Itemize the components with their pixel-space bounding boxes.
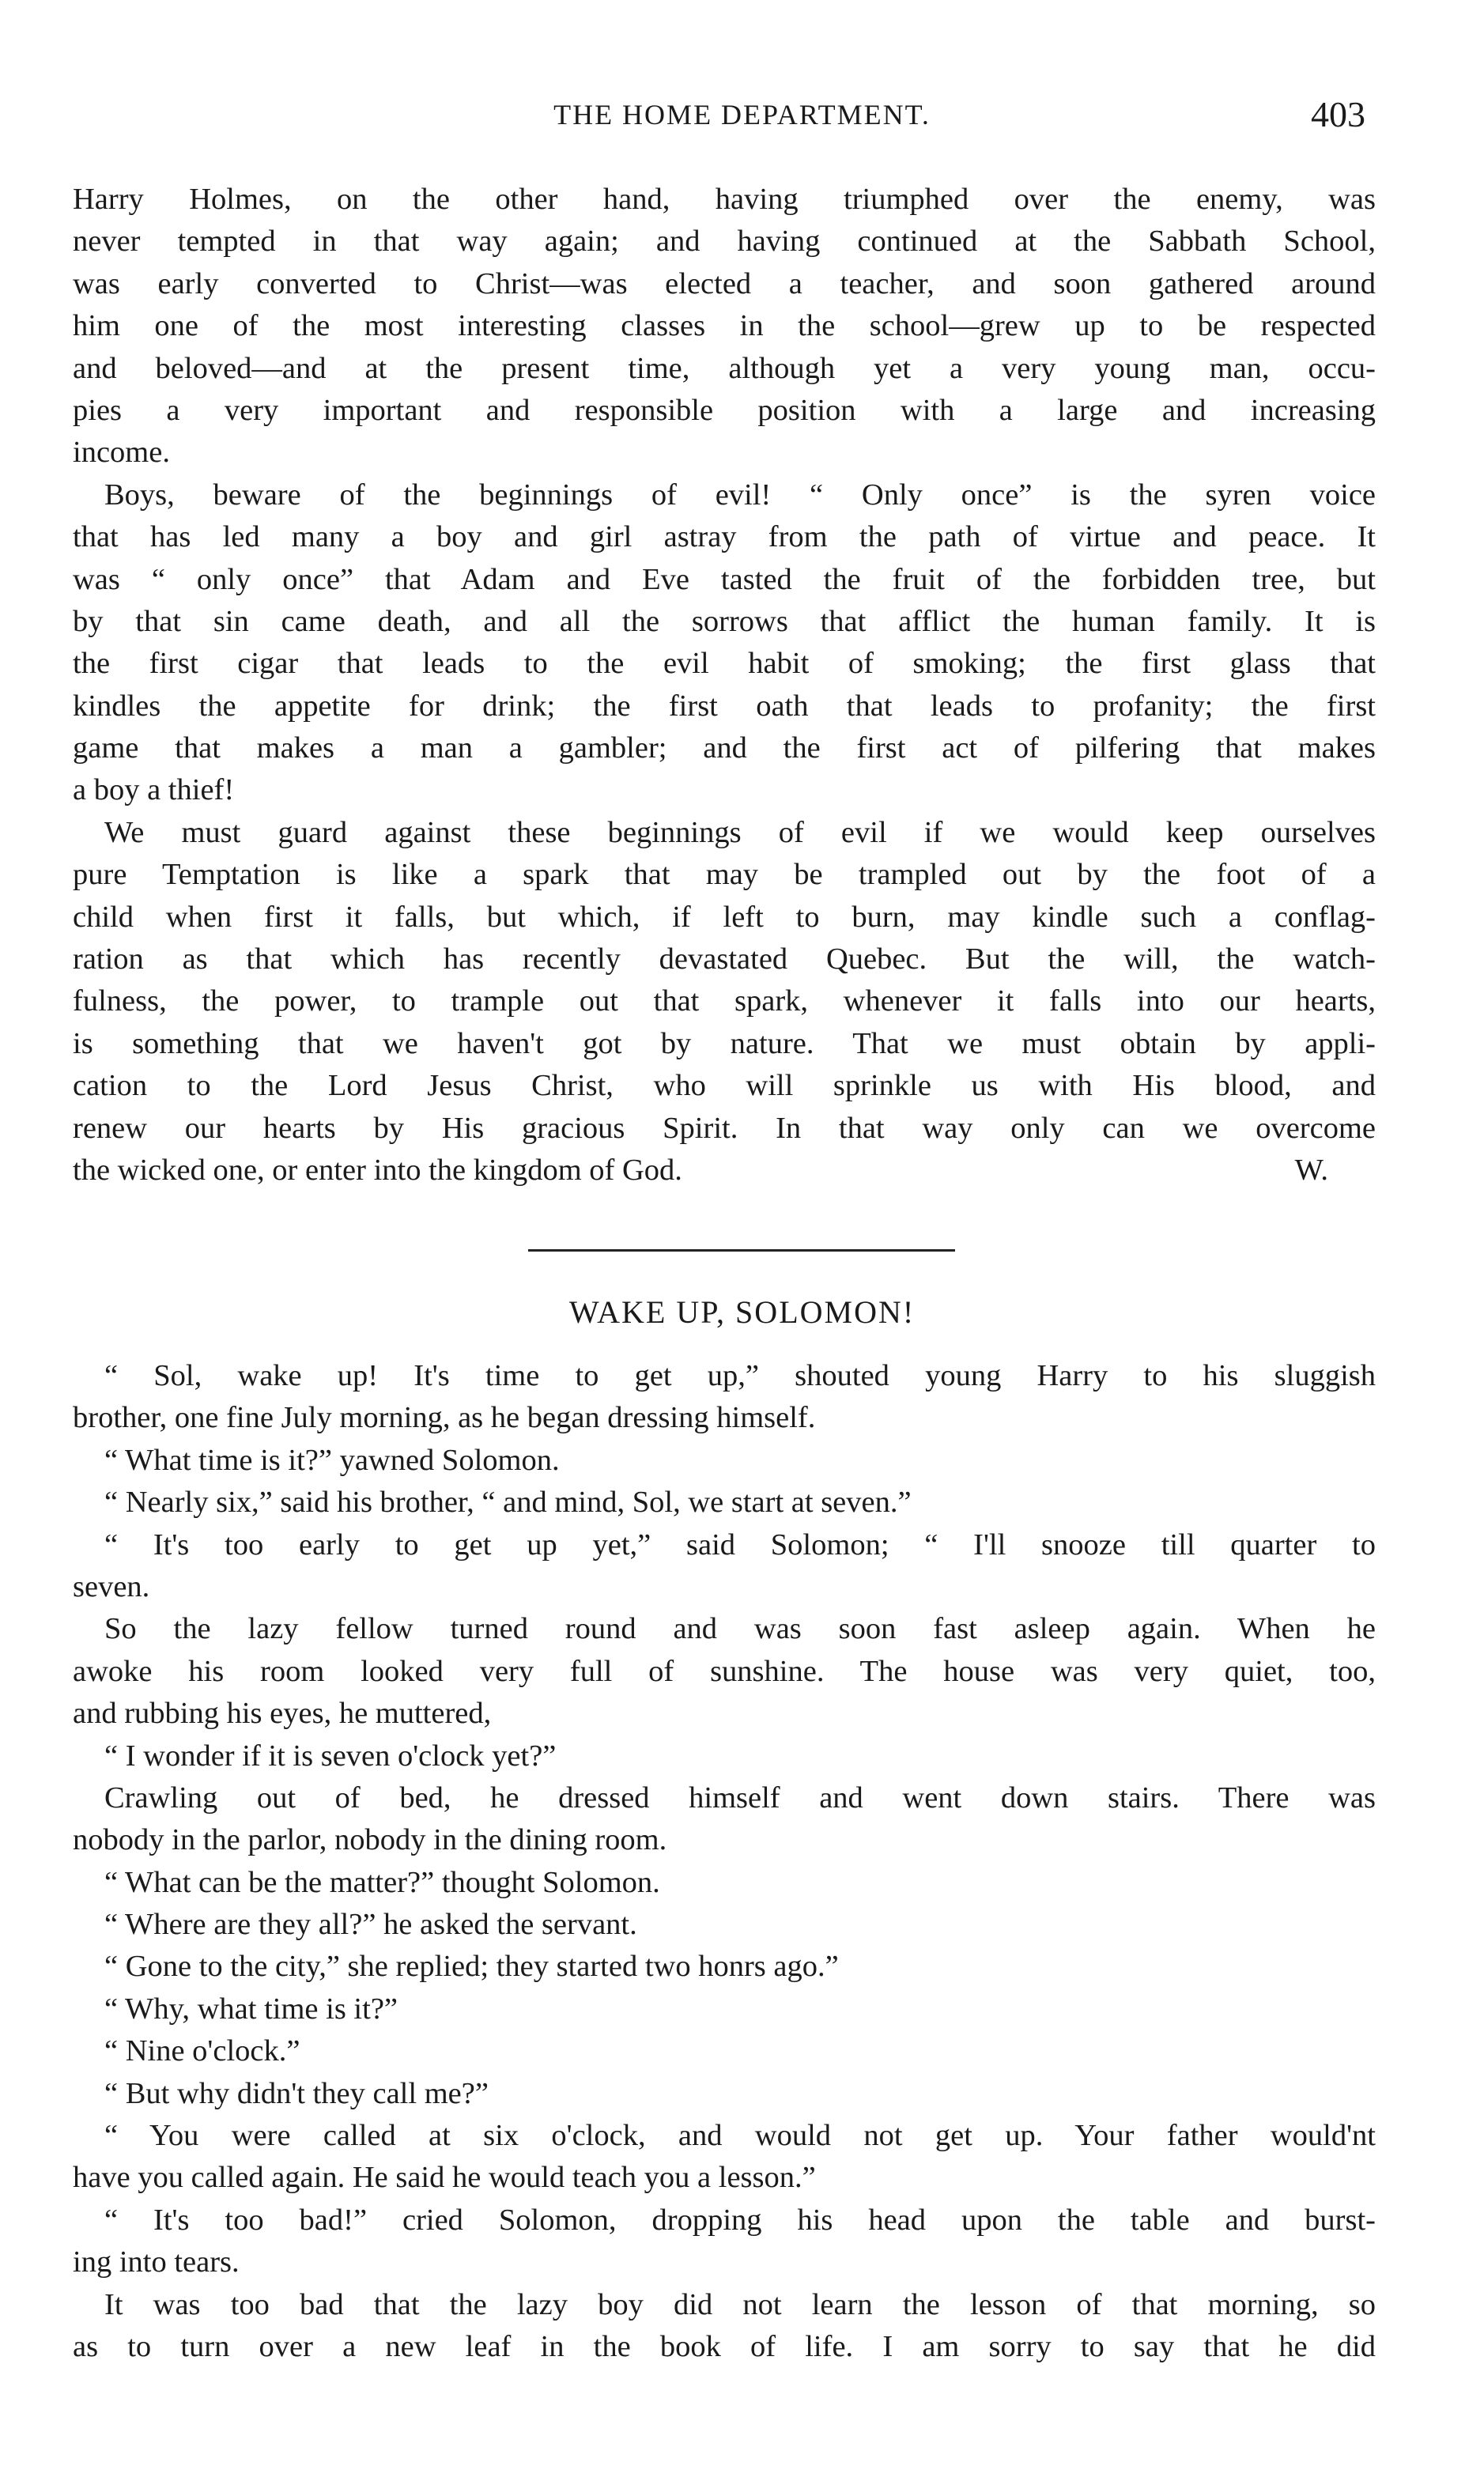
section-divider — [528, 1249, 955, 1252]
page-number: 403 — [1311, 94, 1365, 134]
text-line: So the lazy fellow turned round and was soon fast asleep again. When he — [104, 1612, 1376, 1646]
text-line: and rubbing his eyes, he muttered, — [73, 1697, 492, 1731]
text-line: Crawling out of bed, he dressed himself and went down stairs. There was — [104, 1781, 1376, 1815]
text-line: never tempted in that way again; and having continued at the Sabbath School, — [73, 225, 1376, 259]
author-signature: W. — [1294, 1153, 1328, 1187]
text-line: “ Why, what time is it?” — [104, 1992, 398, 2026]
text-line: pies a very important and responsible position with a large and increasing — [73, 393, 1376, 427]
text-line: child when first it falls, but which, if left to burn, may kindle such a conflag- — [73, 900, 1376, 934]
text-line: “ It's too bad!” cried Solomon, dropping his head upon the table and burst- — [104, 2203, 1376, 2237]
text-line: “ Nine o'clock.” — [104, 2034, 300, 2068]
text-line: brother, one fine July morning, as he began dressing himself. — [73, 1401, 816, 1435]
article-home-department — [73, 179, 1376, 1191]
text-line: Harry Holmes, on the other hand, having triumphed over the enemy, was — [73, 183, 1376, 216]
text-line: “ Where are they all?” he asked the servant. — [104, 1908, 637, 1942]
text-line: awoke his room looked very full of sunshine. The house was very quiet, too, — [73, 1654, 1376, 1688]
text-line: seven. — [73, 1569, 150, 1603]
text-line: him one of the most interesting classes in the school—grew up to be respected — [73, 309, 1376, 343]
text-line — [73, 1150, 1376, 1191]
text-line: “ What time is it?” yawned Solomon. — [104, 1443, 560, 1477]
text-line: that has led many a boy and girl astray from the path of virtue and peace. It — [73, 520, 1376, 554]
article-wake-up-solomon — [73, 1355, 1376, 2368]
text-line: ration as that which has recently devastated Quebec. But the will, the watch- — [73, 942, 1376, 976]
text-line: “ It's too early to get up yet,” said Solomon; “ I'll snooze till quarter to — [104, 1528, 1376, 1562]
text-line: by that sin came death, and all the sorrows that afflict the human family. It is — [73, 604, 1376, 638]
text-line: the first cigar that leads to the evil habit of smoking; the first glass that — [73, 647, 1376, 681]
text-line: “ Gone to the city,” she replied; they started two honrs ago.” — [104, 1950, 839, 1984]
text-line: ing into tears. — [73, 2245, 240, 2279]
running-title: THE HOME DEPARTMENT. — [553, 99, 931, 130]
text-line: fulness, the power, to trample out that spark, whenever it falls into our hearts, — [73, 984, 1376, 1018]
text-line: cation to the Lord Jesus Christ, who will sprinkle us with His blood, and — [73, 1069, 1376, 1103]
text-line: “ Sol, wake up! It's time to get up,” shouted young Harry to his sluggish — [104, 1359, 1376, 1392]
text-line: “ But why didn't they call me?” — [104, 2076, 489, 2110]
text-line: is something that we haven't got by nature. That we must obtain by appli- — [73, 1026, 1376, 1060]
text-line: income. — [73, 436, 170, 470]
text-line: was early converted to Christ—was elected a teacher, and soon gathered around — [73, 266, 1376, 300]
text-line: have you called again. He said he would teach you a lesson.” — [73, 2161, 816, 2195]
text-line: was “ only once” that Adam and Eve tasted the fruit of the forbidden tree, but — [73, 562, 1376, 596]
text-line: “ What can be the matter?” thought Solomon. — [104, 1865, 660, 1899]
text-line: and beloved—and at the present time, although yet a very young man, occu- — [73, 351, 1376, 385]
text-line: pure Temptation is like a spark that may be trampled out by the foot of a — [73, 858, 1376, 892]
text-line: nobody in the parlor, nobody in the dining room. — [73, 1823, 667, 1857]
text-line: We must guard against these beginnings of evil if we would keep ourselves — [104, 815, 1376, 849]
text-line-content: the wicked one, or enter into the kingdom of God. — [73, 1153, 682, 1187]
text-line: “ I wonder if it is seven o'clock yet?” — [104, 1739, 557, 1773]
text-line: as to turn over a new leaf in the book of life. I am sorry to say that he did — [73, 2329, 1376, 2363]
text-line: kindles the appetite for drink; the first oath that leads to profanity; the first — [73, 689, 1376, 723]
text-line: game that makes a man a gambler; and the first act of pilfering that makes — [73, 731, 1376, 765]
text-line: renew our hearts by His gracious Spirit. In that way only can we overcome — [73, 1111, 1376, 1145]
section-title: WAKE UP, SOLOMON! — [568, 1294, 916, 1330]
text-line: “ You were called at six o'clock, and would not get up. Your father would'nt — [104, 2119, 1376, 2153]
page-header — [0, 93, 1484, 149]
text-line: a boy a thief! — [73, 773, 235, 807]
text-line: It was too bad that the lazy boy did not learn the lesson of that morning, so — [104, 2287, 1376, 2321]
text-line: “ Nearly six,” said his brother, “ and mind, Sol, we start at seven.” — [104, 1486, 912, 1520]
text-line: Boys, beware of the beginnings of evil! “ Only once” is the syren voice — [104, 478, 1376, 512]
